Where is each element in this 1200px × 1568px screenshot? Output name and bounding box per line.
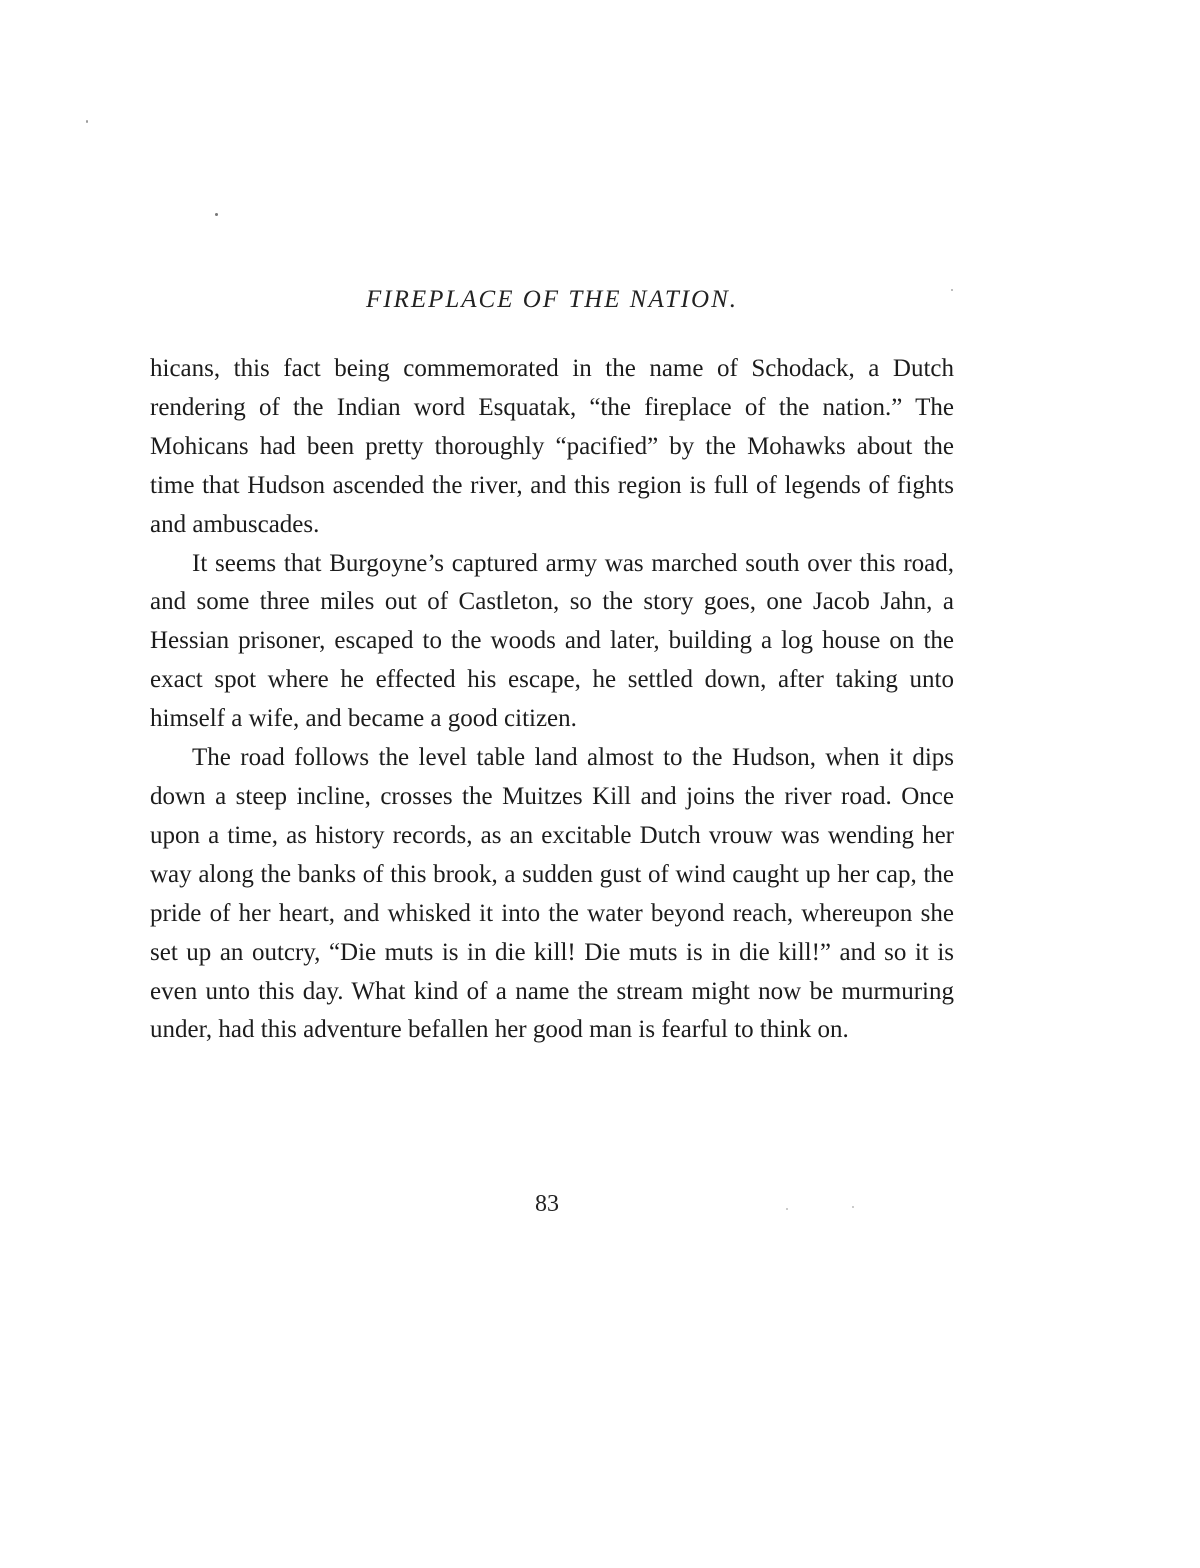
page-number: 83 xyxy=(535,1191,559,1217)
scan-speck xyxy=(951,289,953,291)
body-text xyxy=(150,350,954,1050)
paragraph-burgoyne: It seems that Burgoyne’s captured army was marched south over this road, and some three miles out of Castleton, so the story goes, one Jacob Jahn, a Hessian prisoner, escaped to the woods and later, building a log house on the exact spot where he effected his escape, he settled down, after taking unto himself a wife, and became a good citizen. xyxy=(150,549,954,733)
scan-speck xyxy=(86,120,88,123)
scan-speck xyxy=(215,213,218,216)
paragraph-continued: hicans, this fact being commemorated in the name of Schodack, a Dutch rendering of the Indian word Esquatak, “the fireplace of the nation.” The Mohicans had been pretty thoroughly “pacified” by the Mohawks about the time that Hudson ascended the river, and this region is full of legends of fights and ambuscades. xyxy=(150,355,954,538)
scan-speck xyxy=(786,1208,788,1210)
scan-speck xyxy=(852,1206,854,1208)
running-head: FIREPLACE OF THE NATION. xyxy=(365,286,739,313)
paragraph-muitzes-kill: The road follows the level table land almost to the Hudson, when it dips down a steep incline, crosses the Muitzes Kill and joins the river road. Once upon a time, as history records, as an excitable Dutch vrouw was wending her way along the banks of this brook, a sudden gust of wind caught up her cap, the pride of her heart, and whisked it into the water beyond reach, whereupon she set up an outcry, “Die muts is in die kill! Die muts is in die kill!” and so it is even unto this day. What kind of a name the stream might now be murmuring under, had this adventure befallen her good man is fearful to think on. xyxy=(150,744,954,1044)
